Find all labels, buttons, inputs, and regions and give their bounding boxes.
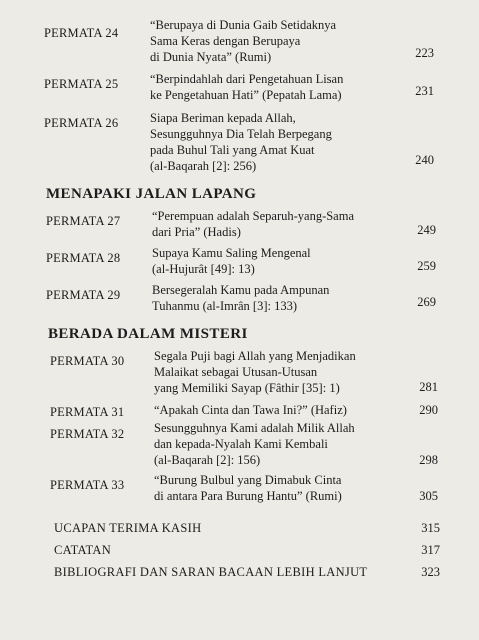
entry-page-number: 315 — [421, 521, 440, 535]
entry-title-line: dari Pria” (Hadis) — [152, 225, 241, 239]
entry-label: PERMATA 24 — [44, 26, 119, 40]
entry-title-line: pada Buhul Tali yang Amat Kuat — [150, 143, 315, 157]
entry-page-number: 231 — [415, 84, 434, 98]
entry-page-number: 290 — [419, 403, 438, 417]
entry-title-line: di Dunia Nyata” (Rumi) — [150, 50, 272, 64]
entry-title-line: (al-Baqarah [2]: 256) — [150, 159, 257, 173]
entry-title-line: di antara Para Burung Hantu” (Rumi) — [154, 489, 342, 503]
entry-page-number: 240 — [415, 153, 434, 167]
entry-page-number: 281 — [419, 380, 438, 394]
section-heading: MENAPAKI JALAN LAPANG — [46, 186, 257, 202]
entry-title-line: Bersegeralah Kamu pada Ampunan — [152, 283, 330, 297]
entry-page-number: 223 — [415, 46, 434, 60]
entry-label: PERMATA 33 — [50, 478, 125, 492]
entry-label: PERMATA 27 — [46, 214, 121, 228]
entry-label: PERMATA 26 — [44, 116, 119, 130]
entry-title-line: Siapa Beriman kepada Allah, — [150, 111, 296, 125]
entry-title-line: “Burung Bulbul yang Dimabuk Cinta — [154, 473, 342, 487]
entry-page-number: 298 — [419, 453, 438, 467]
entry-label: PERMATA 28 — [46, 251, 121, 265]
entry-label: PERMATA 29 — [46, 288, 121, 302]
entry-title-line: “Berpindahlah dari Pengetahuan Lisan — [150, 72, 344, 86]
entry-title-line: Malaikat sebagai Utusan-Utusan — [154, 365, 318, 379]
entry-page-number: 305 — [419, 489, 438, 503]
entry-title-line: (al-Baqarah [2]: 156) — [154, 453, 261, 467]
entry-title-line: “Berupaya di Dunia Gaib Setidaknya — [150, 18, 337, 32]
entry-title-line: Sesungguhnya Kami adalah Milik Allah — [154, 421, 355, 435]
entry-page-number: 269 — [417, 295, 436, 309]
back-matter-label: BIBLIOGRAFI DAN SARAN BACAAN LEBIH LANJUT — [54, 565, 368, 579]
entry-page-number: 249 — [417, 223, 436, 237]
entry-page-number: 323 — [421, 565, 440, 579]
back-matter-label: UCAPAN TERIMA KASIH — [54, 521, 202, 535]
entry-title-line: Segala Puji bagi Allah yang Menjadikan — [154, 349, 356, 363]
entry-title-line: “Apakah Cinta dan Tawa Ini?” (Hafiz) — [154, 403, 347, 417]
entry-title-line: “Perempuan adalah Separuh-yang-Sama — [152, 209, 355, 223]
entry-label: PERMATA 31 — [50, 405, 125, 419]
entry-title-line: Supaya Kamu Saling Mengenal — [152, 246, 311, 260]
entry-title-line: Sesungguhnya Dia Telah Berpegang — [150, 127, 332, 141]
entry-title-line: Sama Keras dengan Berupaya — [150, 34, 301, 48]
back-matter-label: CATATAN — [54, 543, 112, 557]
entry-title-line: yang Memiliki Sayap (Fâthir [35]: 1) — [154, 381, 340, 395]
entry-label: PERMATA 32 — [50, 427, 125, 441]
entry-page-number: 259 — [417, 259, 436, 273]
entry-title-line: dan kepada-Nyalah Kami Kembali — [154, 437, 328, 451]
section-heading: BERADA DALAM MISTERI — [48, 326, 248, 342]
entry-title-line: ke Pengetahuan Hati” (Pepatah Lama) — [150, 88, 342, 102]
entry-label: PERMATA 25 — [44, 77, 119, 91]
entry-title-line: (al-Hujurât [49]: 13) — [152, 262, 255, 276]
entry-label: PERMATA 30 — [50, 354, 125, 368]
entry-title-line: Tuhanmu (al-Imrân [3]: 133) — [152, 299, 297, 313]
entry-page-number: 317 — [421, 543, 440, 557]
